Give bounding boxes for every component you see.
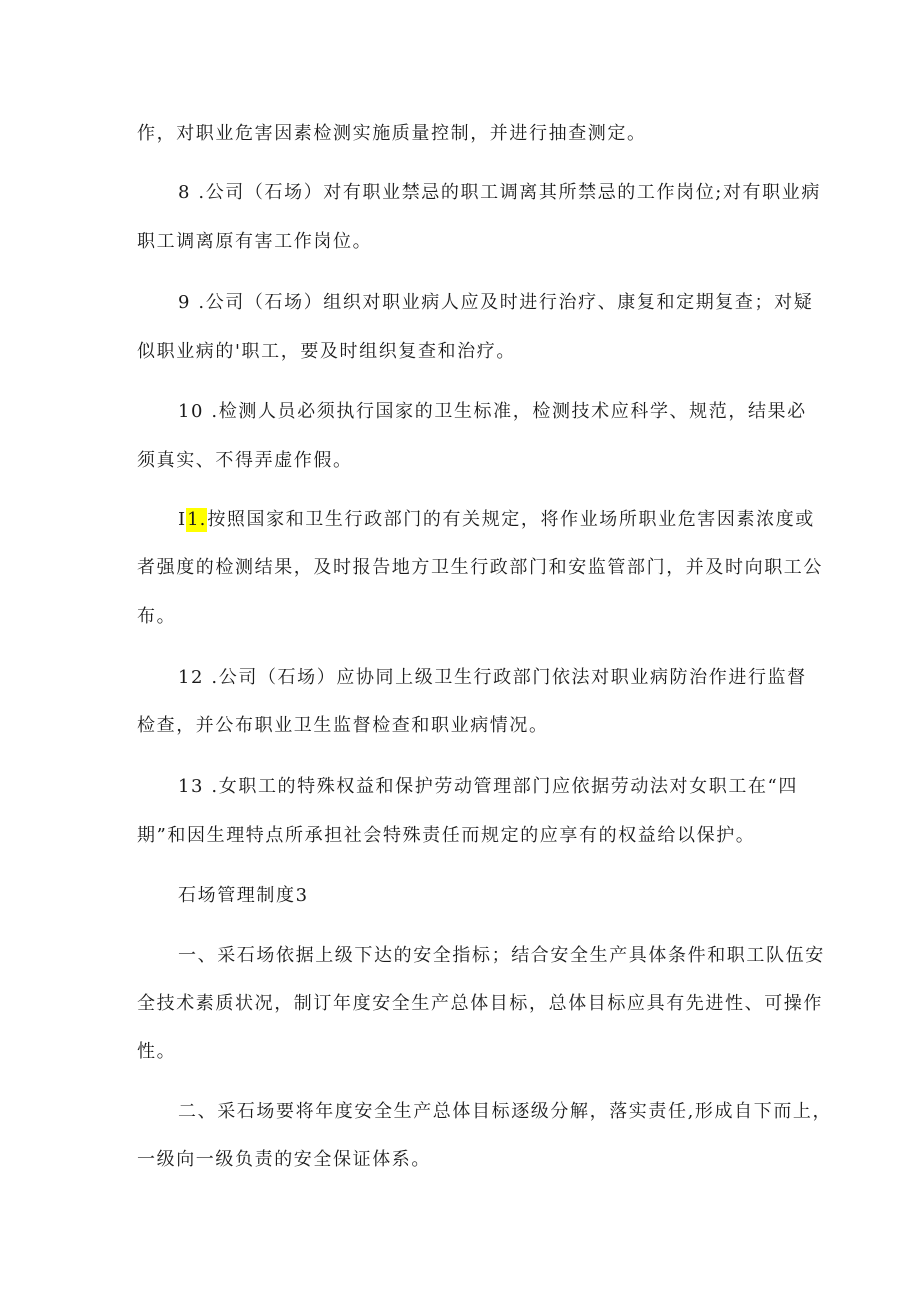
paragraph-line: 12 .公司（石场）应协同上级卫生行政部门依法对职业病防治作进行监督 bbox=[178, 667, 807, 688]
highlighted-item-number: 1. bbox=[187, 509, 207, 530]
paragraph-line: 一级向一级负责的安全保证体系。 bbox=[137, 1149, 431, 1170]
paragraph-line: 者强度的检测结果，及时报告地方卫生行政部门和安监管部门，并及时向职工公 bbox=[137, 557, 823, 578]
paragraph-line: 13 .女职工的特殊权益和保护劳动管理部门应依据劳动法对女职工在“四 bbox=[178, 776, 798, 797]
paragraph-line: 检查，并公布职业卫生监督检查和职业病情况。 bbox=[137, 715, 549, 736]
paragraph-line: 职工调离原有害工作岗位。 bbox=[137, 231, 373, 252]
paragraph-line: 全技术素质状况，制订年度安全生产总体目标，总体目标应具有先进性、可操作 bbox=[137, 993, 823, 1014]
paragraph-line: 性。 bbox=[137, 1041, 177, 1062]
paragraph-line: 10 .检测人员必须执行国家的卫生标准，检测技术应科学、规范，结果必 bbox=[178, 401, 807, 422]
paragraph-line: 一、采石场依据上级下达的安全指标；结合安全生产具体条件和职工队伍安 bbox=[178, 945, 825, 966]
paragraph-line: 作，对职业危害因素检测实施质量控制，并进行抽查测定。 bbox=[137, 123, 647, 144]
paragraph-line: 期”和因生理特点所承担社会特殊责任而规定的应享有的权益给以保护。 bbox=[137, 825, 756, 846]
paragraph-text: 按照国家和卫生行政部门的有关规定，将作业场所职业危害因素浓度或 bbox=[207, 509, 815, 530]
paragraph-line: 8 .公司（石场）对有职业禁忌的职工调离其所禁忌的工作岗位;对有职业病 bbox=[178, 182, 821, 203]
paragraph-line bbox=[178, 508, 815, 532]
paragraph-line: 9 .公司（石场）组织对职业病人应及时进行治疗、康复和定期复查；对疑 bbox=[178, 292, 814, 313]
paragraph-line: 布。 bbox=[137, 606, 177, 627]
paragraph-line: 须真实、不得弄虚作假。 bbox=[137, 450, 353, 471]
paragraph-line: 似职业病的'职工，要及时组织复查和治疗。 bbox=[137, 341, 516, 362]
section-heading: 石场管理制度3 bbox=[178, 885, 309, 906]
item-number-prefix: I bbox=[178, 509, 187, 530]
paragraph-line: 二、采石场要将年度安全生产总体目标逐级分解，落实责任,形成自下而上， bbox=[178, 1101, 833, 1122]
